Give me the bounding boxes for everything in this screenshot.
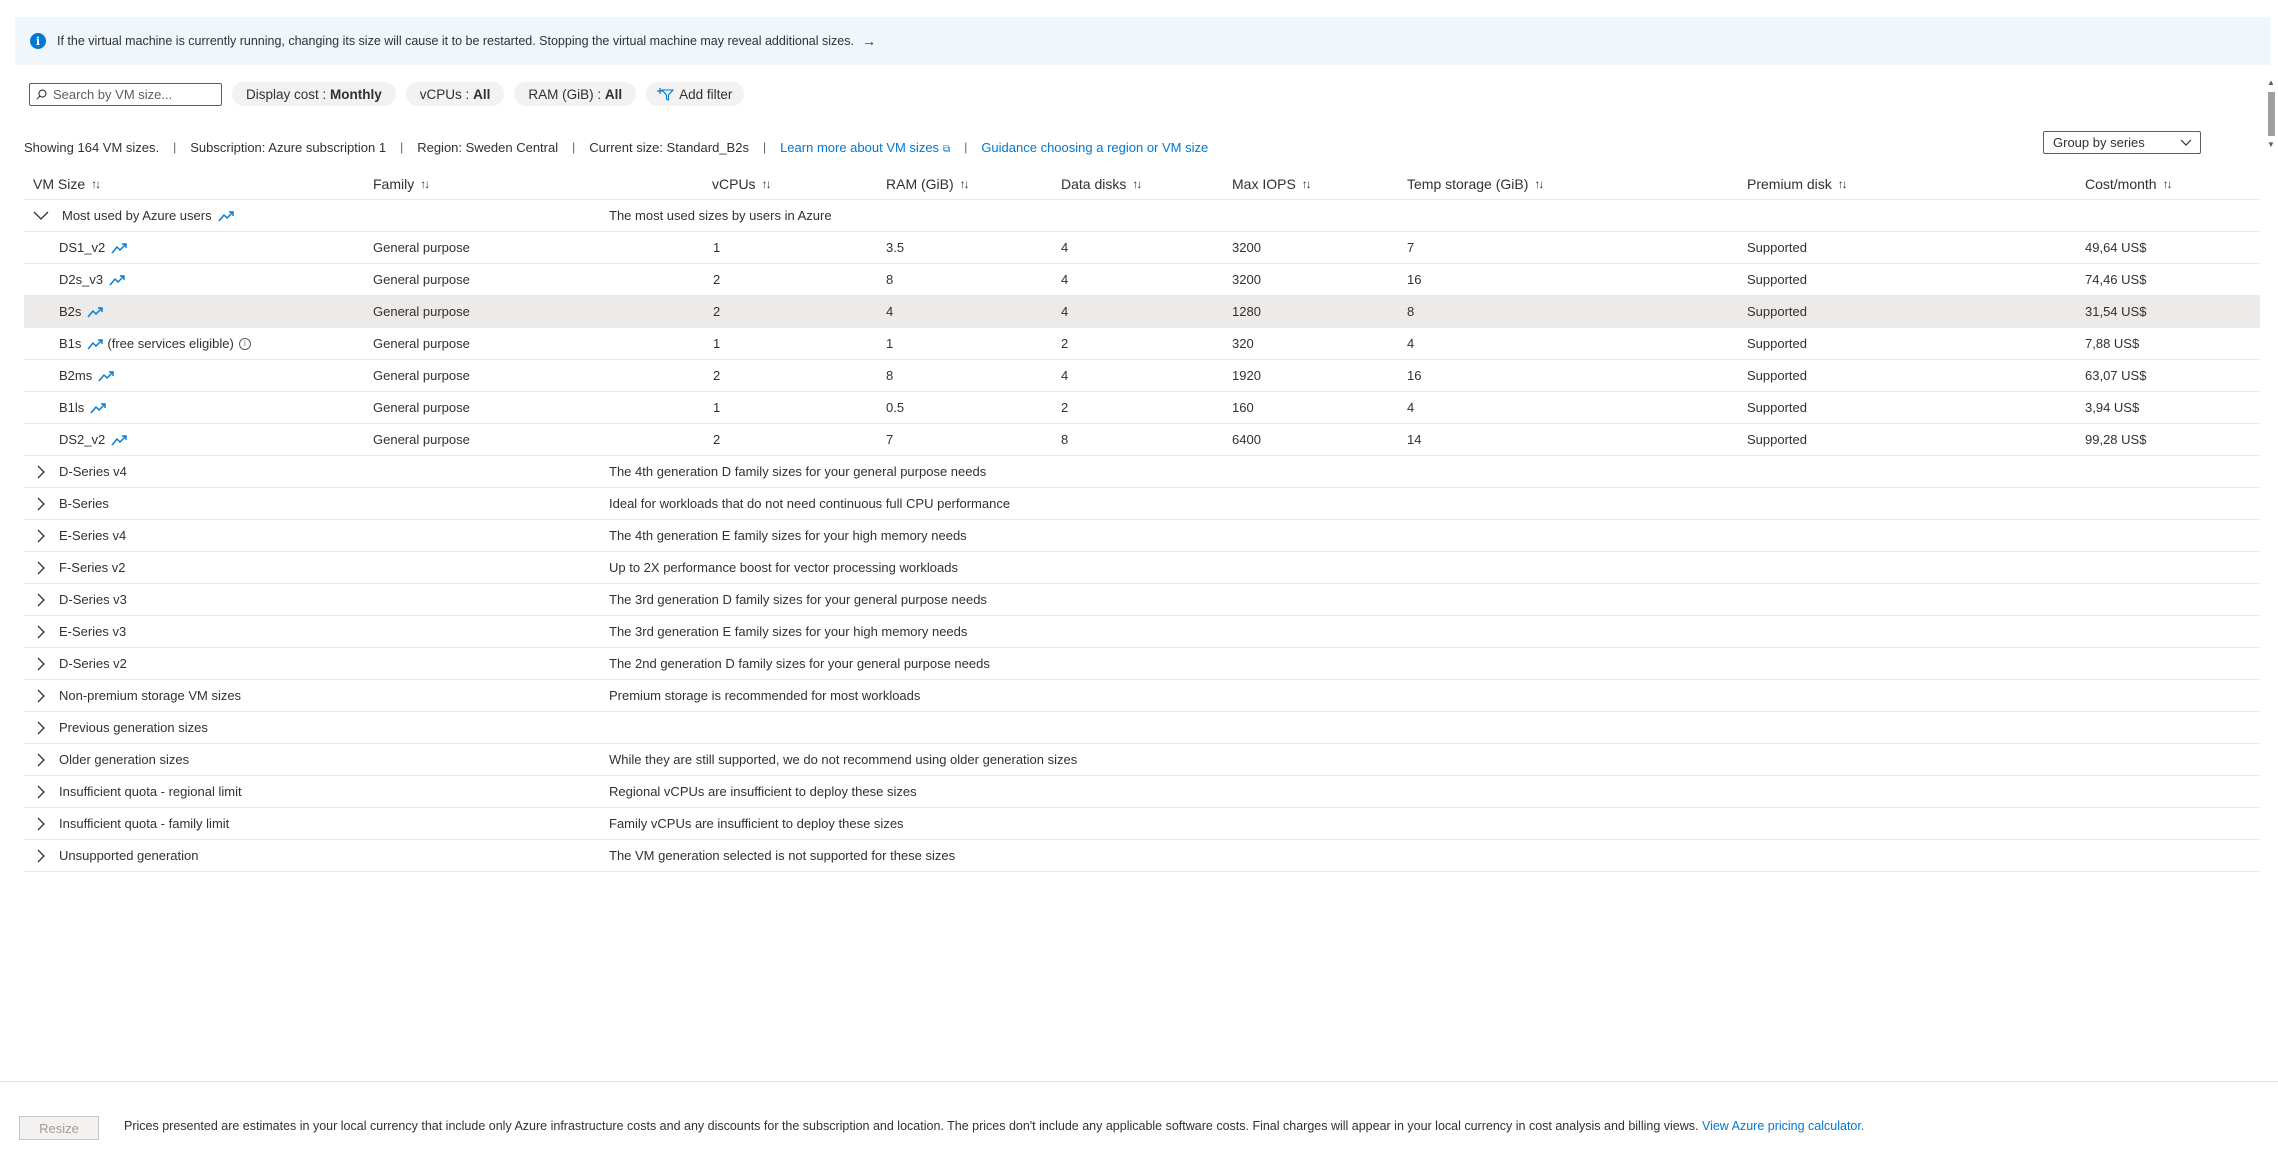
search-box[interactable]: [29, 83, 222, 106]
group-row[interactable]: [24, 456, 2260, 488]
vm-size-name: B1s: [59, 336, 82, 351]
group-description: The VM generation selected is not supported for these sizes: [609, 848, 956, 863]
chevron-right-icon[interactable]: [33, 840, 49, 871]
header-label: RAM (GiB): [886, 175, 954, 192]
table-row[interactable]: [24, 296, 2260, 328]
data-disks-cell: 4: [1061, 272, 1069, 287]
header-label: Family: [373, 175, 415, 192]
temp-storage-cell: 4: [1407, 336, 1415, 351]
scroll-down-icon[interactable]: ▼: [2267, 140, 2275, 149]
group-description: Premium storage is recommended for most workloads: [609, 688, 921, 703]
header-vcpus[interactable]: [712, 168, 770, 199]
vcpus-cell: 2: [713, 304, 721, 319]
cost-cell: 99,28 US$: [2085, 432, 2147, 447]
header-label: vCPUs: [712, 175, 756, 192]
max-iops-cell: 6400: [1232, 432, 1261, 447]
chevron-right-icon[interactable]: [33, 520, 49, 551]
vm-size-suffix: (free services eligible): [107, 336, 234, 351]
footer-text: Prices presented are estimates in your local currency that include only Azure infrastructure costs and any discounts for the subscription and location. The prices don't include any applicable software costs. Final charges will appear in your local currency in cost analysis and billing views.: [124, 1119, 1699, 1133]
premium-disk-cell: Supported: [1747, 272, 1807, 287]
group-description: The 4th generation D family sizes for your general purpose needs: [609, 464, 987, 479]
chevron-right-icon[interactable]: [33, 680, 49, 711]
max-iops-cell: 1280: [1232, 304, 1261, 319]
trending-icon: [87, 338, 103, 350]
vm-size-cell: [59, 328, 251, 359]
chevron-right-icon[interactable]: [33, 648, 49, 679]
current-size-text: Current size: Standard_B2s: [589, 139, 749, 155]
vm-size-name: B2s: [59, 304, 82, 319]
trending-icon: [111, 434, 127, 446]
resize-button[interactable]: Resize: [19, 1116, 99, 1140]
premium-disk-cell: Supported: [1747, 304, 1807, 319]
ram-filter-value: All: [604, 86, 623, 102]
group-name: Non-premium storage VM sizes: [59, 688, 242, 703]
cost-cell: 63,07 US$: [2085, 368, 2147, 383]
group-name: D-Series v3: [59, 592, 127, 607]
ram-cell: 3.5: [886, 240, 905, 255]
max-iops-cell: 3200: [1232, 240, 1261, 255]
max-iops-cell: 1920: [1232, 368, 1261, 383]
vcpus-filter[interactable]: [406, 82, 505, 106]
chevron-right-icon[interactable]: [33, 776, 49, 807]
group-name: E-Series v3: [59, 624, 127, 639]
vcpus-cell: 1: [713, 240, 721, 255]
family-cell: General purpose: [373, 336, 470, 351]
scroll-up-icon[interactable]: ▲: [2267, 78, 2275, 87]
external-link-icon: ⧉: [943, 143, 951, 155]
vm-size-name: B1ls: [59, 400, 85, 415]
vm-size-cell: [59, 232, 127, 263]
chevron-right-icon[interactable]: [33, 744, 49, 775]
cost-cell: 49,64 US$: [2085, 240, 2147, 255]
vm-size-cell: [59, 392, 106, 423]
header-label: Data disks: [1061, 175, 1127, 192]
showing-count: Showing 164 VM sizes.: [24, 139, 160, 155]
ram-cell: 7: [886, 432, 894, 447]
info-message: If the virtual machine is currently running, changing its size will cause it to be restarted. Stopping the virtual machine may reveal additional sizes.: [57, 34, 854, 48]
chevron-right-icon[interactable]: [33, 488, 49, 519]
chevron-right-icon[interactable]: [33, 456, 49, 487]
premium-disk-cell: Supported: [1747, 368, 1807, 383]
temp-storage-cell: 8: [1407, 304, 1415, 319]
scroll-thumb[interactable]: [2268, 92, 2275, 136]
header-label: Cost/month: [2085, 175, 2157, 192]
group-row[interactable]: [24, 744, 2260, 776]
ram-cell: 1: [886, 336, 894, 351]
group-name: Unsupported generation: [59, 848, 199, 863]
max-iops-cell: 3200: [1232, 272, 1261, 287]
vcpus-filter-label: vCPUs :: [419, 86, 470, 102]
vcpus-cell: 2: [713, 432, 721, 447]
group-name: B-Series: [59, 496, 109, 511]
ram-cell: 0.5: [886, 400, 905, 415]
family-cell: General purpose: [373, 432, 470, 447]
vcpus-filter-value: All: [473, 86, 491, 102]
group-row[interactable]: [24, 808, 2260, 840]
sort-icon: ↑↓: [1534, 176, 1543, 191]
group-description: The 4th generation E family sizes for your high memory needs: [609, 528, 967, 543]
header-cost[interactable]: [2085, 168, 2171, 199]
data-disks-cell: 4: [1061, 304, 1069, 319]
family-cell: General purpose: [373, 368, 470, 383]
table-row[interactable]: [24, 232, 2260, 264]
info-icon: i: [30, 33, 46, 49]
table-row[interactable]: [24, 360, 2260, 392]
group-row[interactable]: [24, 648, 2260, 680]
group-name: Insufficient quota - family limit: [59, 816, 230, 831]
table-row[interactable]: [24, 424, 2260, 456]
search-icon: [36, 89, 47, 100]
group-name: Previous generation sizes: [59, 720, 208, 735]
vcpus-cell: 2: [713, 272, 721, 287]
trending-icon: [90, 402, 106, 414]
premium-disk-cell: Supported: [1747, 400, 1807, 415]
footer-notice: [124, 1119, 1864, 1133]
vm-size-cell: [59, 296, 103, 327]
sort-icon: ↑↓: [761, 176, 770, 191]
header-ram[interactable]: [886, 168, 968, 199]
chevron-right-icon[interactable]: [33, 808, 49, 839]
summary-bar: [24, 136, 1208, 158]
group-row[interactable]: [24, 840, 2260, 872]
vm-size-name: DS2_v2: [59, 432, 106, 447]
sort-icon: ↑↓: [420, 176, 429, 191]
cost-cell: 74,46 US$: [2085, 272, 2147, 287]
header-premium-disk[interactable]: [1747, 168, 1846, 199]
sort-icon: ↑↓: [1301, 176, 1310, 191]
scrollbar[interactable]: [2264, 76, 2278, 1156]
group-name: D-Series v2: [59, 656, 127, 671]
group-name: Older generation sizes: [59, 752, 190, 767]
temp-storage-cell: 14: [1407, 432, 1422, 447]
header-temp-storage[interactable]: [1407, 168, 1542, 199]
group-description: The 2nd generation D family sizes for your general purpose needs: [609, 656, 990, 671]
group-row[interactable]: [24, 776, 2260, 808]
group-description: Regional vCPUs are insufficient to deploy these sizes: [609, 784, 917, 799]
premium-disk-cell: Supported: [1747, 432, 1807, 447]
ram-filter[interactable]: [514, 82, 636, 106]
chevron-down-icon: [2180, 139, 2192, 147]
group-description: While they are still supported, we do not recommend using older generation sizes: [609, 752, 1078, 767]
ram-cell: 8: [886, 368, 894, 383]
group-by-value: Group by series: [2053, 135, 2145, 150]
chevron-right-icon[interactable]: [33, 712, 49, 743]
family-cell: General purpose: [373, 240, 470, 255]
group-row-most-used[interactable]: [24, 200, 2260, 232]
group-name: D-Series v4: [59, 464, 127, 479]
cost-cell: 3,94 US$: [2085, 400, 2140, 415]
max-iops-cell: 320: [1232, 336, 1254, 351]
vm-size-table: [24, 168, 2260, 872]
cost-cell: 7,88 US$: [2085, 336, 2140, 351]
subscription-text: Subscription: Azure subscription 1: [190, 139, 387, 155]
group-name: Insufficient quota - regional limit: [59, 784, 242, 799]
filter-bar: [29, 81, 744, 107]
learn-more-label: Learn more about VM sizes: [780, 139, 940, 155]
pricing-calculator-link[interactable]: View Azure pricing calculator.: [1701, 1119, 1865, 1133]
table-row[interactable]: [24, 264, 2260, 296]
temp-storage-cell: 16: [1407, 368, 1422, 383]
vcpus-cell: 2: [713, 368, 721, 383]
group-by-dropdown[interactable]: [2043, 131, 2201, 154]
info-arrow-icon[interactable]: →: [861, 33, 876, 49]
trending-icon: [87, 306, 103, 318]
data-disks-cell: 4: [1061, 368, 1069, 383]
data-disks-cell: 2: [1061, 400, 1069, 415]
premium-disk-cell: Supported: [1747, 336, 1807, 351]
guidance-link[interactable]: Guidance choosing a region or VM size: [981, 139, 1209, 155]
header-family[interactable]: [373, 168, 428, 199]
group-description: Family vCPUs are insufficient to deploy these sizes: [609, 816, 904, 831]
trending-icon: [111, 242, 127, 254]
group-name: [62, 200, 234, 231]
search-input[interactable]: [53, 87, 213, 102]
separator: |: [572, 140, 576, 154]
group-description: Up to 2X performance boost for vector processing workloads: [609, 560, 959, 575]
group-row[interactable]: [24, 712, 2260, 744]
header-label: Temp storage (GiB): [1407, 175, 1529, 192]
family-cell: General purpose: [373, 400, 470, 415]
add-filter-button[interactable]: [646, 82, 744, 106]
chevron-down-icon[interactable]: [33, 200, 49, 231]
group-name: F-Series v2: [59, 560, 126, 575]
data-disks-cell: 4: [1061, 240, 1069, 255]
header-label: Max IOPS: [1232, 175, 1296, 192]
chevron-right-icon[interactable]: [33, 616, 49, 647]
group-row[interactable]: [24, 552, 2260, 584]
max-iops-cell: 160: [1232, 400, 1254, 415]
temp-storage-cell: 16: [1407, 272, 1422, 287]
data-disks-cell: 2: [1061, 336, 1069, 351]
chevron-right-icon[interactable]: [33, 584, 49, 615]
premium-disk-cell: Supported: [1747, 240, 1807, 255]
ram-filter-label: RAM (GiB) :: [528, 86, 602, 102]
trending-icon: [218, 210, 234, 222]
family-cell: General purpose: [373, 304, 470, 319]
sort-icon: ↑↓: [959, 176, 968, 191]
trending-icon: [98, 370, 114, 382]
vm-size-name: B2ms: [59, 368, 93, 383]
group-row[interactable]: [24, 488, 2260, 520]
sort-icon: ↑↓: [2162, 176, 2171, 191]
vm-rows: [24, 232, 2260, 456]
group-description: The most used sizes by users in Azure: [609, 208, 832, 223]
family-cell: General purpose: [373, 272, 470, 287]
table-row[interactable]: [24, 392, 2260, 424]
separator: |: [400, 140, 404, 154]
separator: |: [964, 140, 968, 154]
temp-storage-cell: 7: [1407, 240, 1415, 255]
group-description: Ideal for workloads that do not need continuous full CPU performance: [609, 496, 1011, 511]
table-row[interactable]: [24, 328, 2260, 360]
group-description: The 3rd generation D family sizes for your general purpose needs: [609, 592, 987, 607]
vm-size-name: DS1_v2: [59, 240, 106, 255]
separator: |: [173, 140, 177, 154]
vm-size-name: D2s_v3: [59, 272, 104, 287]
header-vm-size[interactable]: [33, 168, 99, 199]
add-filter-icon: [656, 87, 674, 101]
vcpus-cell: 1: [713, 336, 721, 351]
header-label: VM Size: [33, 175, 86, 192]
sort-icon: ↑↓: [91, 176, 100, 191]
group-name-label: Most used by Azure users: [62, 208, 212, 223]
group-row[interactable]: [24, 616, 2260, 648]
display-cost-filter[interactable]: [232, 82, 396, 106]
group-row[interactable]: [24, 520, 2260, 552]
display-cost-label: Display cost :: [246, 86, 327, 102]
sort-icon: ↑↓: [1837, 176, 1846, 191]
group-row[interactable]: [24, 680, 2260, 712]
group-row[interactable]: [24, 584, 2260, 616]
header-label: Premium disk: [1747, 175, 1832, 192]
vcpus-cell: 1: [713, 400, 721, 415]
header-data-disks[interactable]: [1061, 168, 1140, 199]
cost-cell: 31,54 US$: [2085, 304, 2147, 319]
trending-icon: [109, 274, 125, 286]
group-name: E-Series v4: [59, 528, 127, 543]
collapsed-groups: [24, 456, 2260, 872]
temp-storage-cell: 4: [1407, 400, 1415, 415]
add-filter-label: Add filter: [679, 86, 733, 102]
footer-divider: [0, 1081, 2278, 1082]
sort-icon: ↑↓: [1132, 176, 1141, 191]
ram-cell: 8: [886, 272, 894, 287]
separator: |: [762, 140, 767, 154]
table-header: [24, 168, 2260, 200]
data-disks-cell: 8: [1061, 432, 1069, 447]
info-bar: [15, 17, 2270, 65]
vm-size-cell: [59, 424, 127, 455]
info-icon[interactable]: i: [239, 338, 251, 350]
display-cost-value: Monthly: [330, 86, 382, 102]
learn-more-link[interactable]: [780, 140, 950, 155]
vm-size-cell: [59, 264, 125, 295]
group-description: The 3rd generation E family sizes for your high memory needs: [609, 624, 968, 639]
chevron-right-icon[interactable]: [33, 552, 49, 583]
region-text: Region: Sweden Central: [417, 139, 559, 155]
ram-cell: 4: [886, 304, 894, 319]
vm-size-cell: [59, 360, 114, 391]
header-max-iops[interactable]: [1232, 168, 1310, 199]
